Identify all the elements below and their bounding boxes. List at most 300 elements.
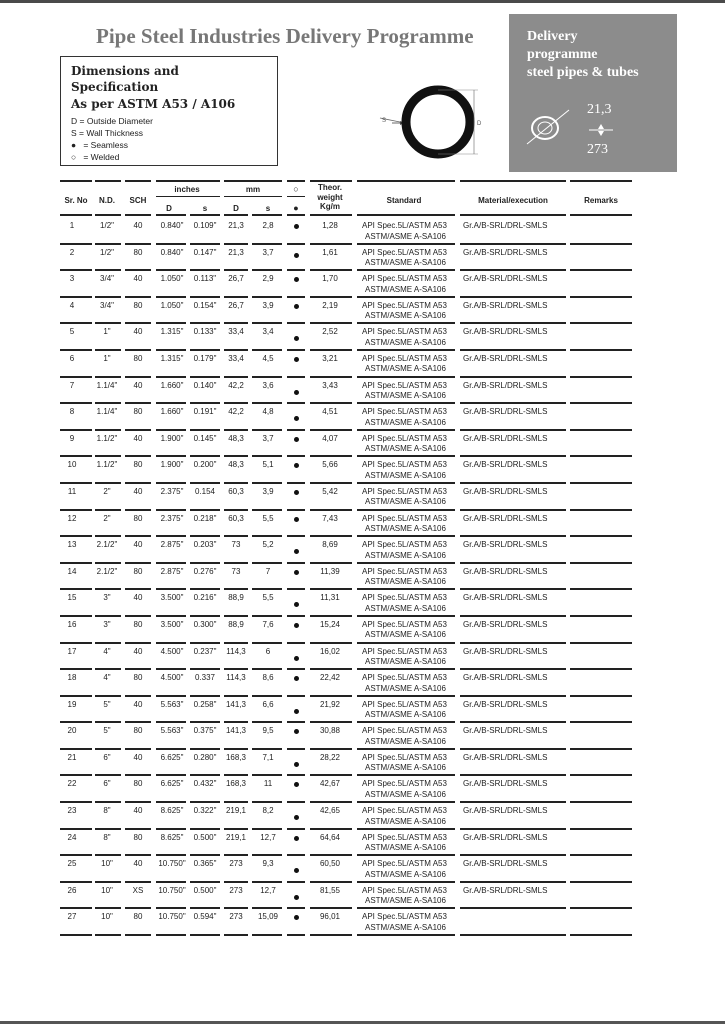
cell-mm-s: 5,1: [262, 460, 274, 470]
table-row: [0, 378, 725, 405]
cell-standard: API Spec.5L/ASTM A53 ASTM/ASME A-SA106: [362, 832, 447, 853]
cell-mm-s: 5,2: [262, 540, 274, 550]
cell-mm-s: 5,5: [262, 593, 274, 603]
cell-sr-no: 10: [67, 460, 77, 470]
welded-circle-icon: ○: [71, 152, 77, 162]
pipe-table-body: [0, 218, 725, 936]
cell-weight: 2,52: [322, 327, 338, 337]
table-row: [0, 644, 725, 671]
cell-sr-no: 13: [67, 540, 77, 550]
seamless-dot-icon: [294, 224, 299, 229]
seamless-dot-icon: [294, 915, 299, 920]
seamless-dot-icon: [294, 463, 299, 468]
cell-sr-no: 8: [69, 407, 75, 417]
cell-standard: API Spec.5L/ASTM A53 ASTM/ASME A-SA106: [362, 673, 447, 693]
cell-weight: 21,92: [319, 699, 341, 709]
row-divider: [190, 934, 220, 936]
cell-weight: 81,55: [319, 885, 341, 895]
cell-inches-d: 5.563": [160, 699, 184, 709]
cell-mm-s: 7: [265, 566, 271, 576]
cell-mm-d: 141,3: [225, 699, 247, 709]
cell-mm-d: 60,3: [228, 486, 244, 496]
cell-inches-s: 0.191": [193, 407, 217, 417]
seamless-dot-icon: [294, 517, 299, 522]
cell-mm-d: 48,3: [228, 460, 244, 470]
cell-material: Gr.A/B-SRL/DRL-SMLS: [463, 699, 548, 709]
cell-nominal-diameter: 5": [103, 699, 111, 709]
cell-schedule: 40: [133, 646, 143, 656]
cell-material: Gr.A/B-SRL/DRL-SMLS: [463, 779, 548, 789]
cell-mm-d: 33,4: [228, 327, 244, 337]
cell-inches-d: 1.315": [160, 327, 184, 337]
cell-mm-d: 114,3: [226, 646, 246, 656]
cell-mm-s: 3,9: [262, 300, 274, 310]
table-row: [0, 457, 725, 484]
table-row: [0, 298, 725, 325]
cell-weight: 2,19: [322, 300, 338, 310]
header-weight: Theor. weight Kg/m: [317, 183, 343, 211]
cell-schedule: 80: [133, 300, 143, 310]
cell-weight: 3,43: [322, 380, 338, 390]
cell-inches-d: 2.875": [160, 566, 184, 576]
cell-standard: API Spec.5L/ASTM A53 ASTM/ASME A-SA106: [362, 566, 447, 587]
cell-standard: API Spec.5L/ASTM A53 ASTM/ASME A-SA106: [362, 274, 447, 294]
cell-mm-d: 60,3: [228, 513, 244, 523]
cell-material: Gr.A/B-SRL/DRL-SMLS: [463, 300, 548, 310]
cell-weight: 7,43: [322, 513, 338, 523]
spec-standard-heading: As per ASTM A53 / A106: [71, 97, 236, 111]
table-row: [0, 271, 725, 298]
cell-mm-d: 73: [231, 540, 241, 550]
cell-mm-s: 7,6: [262, 619, 274, 629]
cell-mm-d: 219,1: [225, 806, 247, 816]
cell-mm-s: 3,7: [262, 247, 274, 257]
pipe-cross-section-diagram: [370, 80, 500, 162]
cell-weight: 96,01: [319, 912, 341, 922]
table-header: [0, 180, 725, 216]
cell-nominal-diameter: 1.1/2": [96, 433, 118, 443]
cell-inches-s: 0.145": [193, 433, 217, 443]
row-divider: [460, 934, 566, 936]
cell-inches-d: 5.563": [160, 726, 184, 736]
cell-sr-no: 6: [69, 353, 75, 363]
cell-mm-s: 5,5: [262, 513, 274, 523]
seamless-dot-icon: [294, 782, 299, 787]
row-divider: [95, 934, 121, 936]
table-row: [0, 723, 725, 750]
cell-inches-d: 10.750": [158, 859, 186, 869]
cell-inches-d: 4.500": [160, 673, 184, 683]
header-sch: SCH: [129, 196, 147, 205]
cell-material: Gr.A/B-SRL/DRL-SMLS: [463, 407, 548, 417]
cell-material: Gr.A/B-SRL/DRL-SMLS: [463, 274, 548, 284]
cell-mm-s: 7,1: [262, 752, 274, 762]
seamless-dot-icon: [294, 570, 299, 575]
header-welded-icon: ○: [293, 184, 299, 194]
seamless-dot-icon: [294, 895, 299, 900]
cell-inches-d: 3.500": [160, 619, 184, 629]
cell-mm-s: 6,6: [262, 699, 274, 709]
table-row: [0, 537, 725, 564]
seamless-dot-icon: [294, 357, 299, 362]
cell-inches-d: 2.375": [160, 513, 184, 523]
cell-standard: API Spec.5L/ASTM A53 ASTM/ASME A-SA106: [362, 221, 447, 241]
cell-sr-no: 9: [69, 433, 75, 443]
table-row: [0, 750, 725, 777]
table-row: [0, 856, 725, 883]
cell-inches-s: 0.365": [193, 859, 217, 869]
cell-inches-s: 0.200": [193, 460, 217, 470]
cell-mm-s: 12,7: [260, 885, 276, 895]
table-row: [0, 404, 725, 431]
cell-nominal-diameter: 10": [101, 912, 113, 922]
cell-weight: 5,42: [322, 486, 338, 496]
cell-inches-s: 0.375": [193, 726, 217, 736]
row-divider: [224, 934, 248, 936]
cell-material: Gr.A/B-SRL/DRL-SMLS: [463, 832, 548, 842]
cell-sr-no: 27: [67, 912, 77, 922]
row-divider: [310, 934, 352, 936]
cell-material: Gr.A/B-SRL/DRL-SMLS: [463, 221, 548, 230]
cell-inches-s: 0.258": [193, 699, 217, 709]
cell-schedule: 40: [133, 380, 143, 390]
cell-standard: API Spec.5L/ASTM A53 ASTM/ASME A-SA106: [362, 912, 447, 932]
cell-schedule: 40: [133, 221, 143, 230]
table-row: [0, 245, 725, 272]
cell-nominal-diameter: 4": [103, 673, 111, 683]
cell-sr-no: 12: [67, 513, 77, 523]
cell-sr-no: 18: [67, 673, 77, 683]
cell-mm-d: 21,3: [228, 221, 244, 230]
cell-mm-d: 168,3: [225, 779, 247, 789]
cell-nominal-diameter: 3": [103, 619, 111, 629]
cell-mm-s: 4,8: [262, 407, 274, 417]
cell-inches-s: 0.154": [193, 300, 217, 310]
cell-schedule: 40: [133, 859, 143, 869]
cell-schedule: 80: [133, 566, 143, 576]
page-title: Pipe Steel Industries Delivery Programme: [96, 24, 474, 48]
cell-mm-d: 48,3: [228, 433, 244, 443]
cell-schedule: 40: [133, 593, 143, 603]
seamless-dot-icon: [294, 416, 299, 421]
cell-nominal-diameter: 1/2": [100, 247, 114, 257]
cell-inches-d: 1.900": [160, 460, 184, 470]
cell-material: Gr.A/B-SRL/DRL-SMLS: [463, 486, 548, 496]
cell-weight: 42,65: [319, 806, 341, 816]
cell-standard: API Spec.5L/ASTM A53 ASTM/ASME A-SA106: [362, 859, 447, 879]
cell-sr-no: 2: [69, 247, 75, 257]
cell-material: Gr.A/B-SRL/DRL-SMLS: [463, 673, 548, 683]
table-row: [0, 351, 725, 378]
cell-nominal-diameter: 1.1/2": [96, 460, 118, 470]
cell-mm-d: 73: [231, 566, 241, 576]
row-divider: [60, 934, 92, 936]
table-row: [0, 803, 725, 830]
cell-schedule: 80: [133, 407, 143, 417]
diagram-s-label: S: [382, 118, 387, 124]
table-row: [0, 484, 725, 511]
cell-mm-s: 8,2: [262, 806, 274, 816]
cell-inches-d: 2.875": [160, 540, 184, 550]
cell-weight: 1,61: [322, 247, 338, 257]
cell-inches-s: 0.276": [193, 566, 217, 576]
cell-sr-no: 25: [67, 859, 77, 869]
cell-weight: 1,70: [322, 274, 338, 284]
table-row: [0, 564, 725, 591]
cell-mm-d: 21,3: [228, 247, 244, 257]
cell-nominal-diameter: 1/2": [100, 221, 114, 230]
cell-standard: API Spec.5L/ASTM A53 ASTM/ASME A-SA106: [362, 806, 447, 826]
cell-nominal-diameter: 2.1/2": [96, 540, 118, 550]
cell-schedule: 80: [133, 832, 143, 842]
row-divider: [570, 934, 632, 936]
cell-schedule: 80: [133, 726, 143, 736]
row-divider: [357, 934, 455, 936]
cell-nominal-diameter: 6": [103, 779, 111, 789]
legend-welded: ○ = Welded: [71, 152, 120, 162]
cell-weight: 4,51: [322, 407, 338, 417]
cell-schedule: 40: [133, 486, 143, 496]
cell-nominal-diameter: 5": [103, 726, 111, 736]
seamless-dot-icon: [294, 304, 299, 309]
seamless-dot-icon: [294, 656, 299, 661]
cell-mm-s: 3,6: [262, 380, 274, 390]
delivery-box-title: Delivery programme steel pipes & tubes: [527, 29, 639, 80]
cell-standard: API Spec.5L/ASTM A53 ASTM/ASME A-SA106: [362, 433, 447, 454]
cell-inches-s: 0.147": [193, 247, 217, 257]
cell-weight: 28,22: [319, 752, 341, 762]
cell-sr-no: 11: [67, 486, 77, 496]
header-mm-s: s: [265, 204, 271, 213]
cell-schedule: 80: [133, 513, 143, 523]
table-row: [0, 670, 725, 697]
cell-mm-s: 6: [265, 646, 271, 656]
cell-inches-d: 4.500": [160, 646, 184, 656]
header-remarks: Remarks: [584, 196, 618, 205]
cell-schedule: 40: [133, 540, 143, 550]
cell-material: Gr.A/B-SRL/DRL-SMLS: [463, 566, 548, 576]
cell-material: Gr.A/B-SRL/DRL-SMLS: [463, 885, 548, 895]
cell-schedule: 80: [133, 619, 143, 629]
cell-mm-d: 273: [229, 885, 243, 895]
cell-inches-d: 6.625": [160, 752, 184, 762]
cell-inches-d: 1.315": [160, 353, 184, 363]
cell-nominal-diameter: 10": [101, 859, 113, 869]
row-divider: [252, 934, 282, 936]
header-sr-no: Sr. No: [64, 196, 88, 205]
cell-inches-d: 10.750": [158, 912, 186, 922]
cell-sr-no: 26: [67, 885, 77, 895]
cell-inches-s: 0.337: [194, 673, 216, 683]
header-standard: Standard: [386, 196, 422, 205]
cell-weight: 5,66: [322, 460, 338, 470]
table-row: [0, 590, 725, 617]
cell-sr-no: 23: [67, 806, 77, 816]
cell-sr-no: 22: [67, 779, 77, 789]
legend-outside-diameter: D = Outside Diameter: [71, 116, 153, 126]
cell-mm-d: 273: [229, 912, 243, 922]
cell-schedule: 40: [133, 274, 143, 284]
table-row: [0, 218, 725, 245]
cell-sr-no: 21: [67, 752, 77, 762]
cell-material: Gr.A/B-SRL/DRL-SMLS: [463, 353, 548, 363]
cell-nominal-diameter: 3/4": [100, 300, 114, 310]
cell-standard: API Spec.5L/ASTM A53 ASTM/ASME A-SA106: [362, 885, 447, 906]
cell-mm-s: 3,7: [262, 433, 274, 443]
spec-heading: Dimensions and Specification: [71, 64, 179, 94]
cell-inches-d: 8.625": [160, 832, 184, 842]
cell-inches-s: 0.216": [193, 593, 217, 603]
seamless-dot-icon: [294, 390, 299, 395]
delivery-programme-box: [509, 14, 677, 172]
cell-schedule: 40: [133, 433, 143, 443]
cell-sr-no: 20: [67, 726, 77, 736]
cell-nominal-diameter: 2.1/2": [96, 566, 118, 576]
header-mm: mm: [245, 185, 261, 194]
cell-schedule: 40: [133, 752, 143, 762]
seamless-dot-icon: [294, 836, 299, 841]
legend-wall-thickness: S = Wall Thickness: [71, 128, 144, 138]
cell-standard: API Spec.5L/ASTM A53 ASTM/ASME A-SA106: [362, 779, 447, 799]
cell-mm-d: 88,9: [228, 593, 244, 603]
cell-inches-d: 1.050": [160, 274, 184, 284]
range-arrow-icon: [587, 122, 615, 138]
cell-schedule: 40: [133, 806, 143, 816]
cell-inches-s: 0.322": [193, 806, 217, 816]
cell-inches-s: 0.500": [193, 832, 217, 842]
cell-weight: 30,88: [319, 726, 341, 736]
cell-mm-s: 12,7: [260, 832, 276, 842]
cell-mm-s: 11: [263, 779, 273, 789]
cell-material: Gr.A/B-SRL/DRL-SMLS: [463, 433, 548, 443]
table-row: [0, 324, 725, 351]
cell-inches-d: 3.500": [160, 593, 184, 603]
cell-mm-s: 9,5: [262, 726, 274, 736]
seamless-dot-icon: [294, 336, 299, 341]
table-row: [0, 431, 725, 458]
cell-mm-d: 26,7: [228, 300, 244, 310]
cell-inches-s: 0.109": [193, 221, 217, 230]
seamless-dot-icon: [294, 253, 299, 258]
cell-standard: API Spec.5L/ASTM A53 ASTM/ASME A-SA106: [362, 353, 447, 374]
cell-weight: 11,31: [320, 593, 340, 603]
cell-nominal-diameter: 3": [103, 593, 111, 603]
cell-weight: 64,64: [319, 832, 341, 842]
cell-standard: API Spec.5L/ASTM A53 ASTM/ASME A-SA106: [362, 380, 447, 401]
cell-sr-no: 5: [69, 327, 75, 337]
header-inches-s: s: [202, 204, 208, 213]
cell-standard: API Spec.5L/ASTM A53 ASTM/ASME A-SA106: [362, 593, 447, 613]
pipe-range-icon: [525, 106, 571, 146]
table-row: [0, 617, 725, 644]
cell-nominal-diameter: 2": [103, 513, 111, 523]
cell-inches-d: 2.375": [160, 486, 184, 496]
cell-mm-s: 9,3: [262, 859, 274, 869]
cell-weight: 15,24: [319, 619, 341, 629]
cell-material: Gr.A/B-SRL/DRL-SMLS: [463, 540, 548, 550]
cell-weight: 1,28: [322, 221, 338, 230]
table-row: [0, 511, 725, 538]
cell-nominal-diameter: 1": [103, 327, 111, 337]
seamless-dot-icon: [294, 729, 299, 734]
cell-nominal-diameter: 1.1/4": [96, 407, 118, 417]
cell-material: Gr.A/B-SRL/DRL-SMLS: [463, 619, 548, 629]
seamless-dot-icon: [294, 277, 299, 282]
cell-material: Gr.A/B-SRL/DRL-SMLS: [463, 726, 548, 736]
cell-mm-d: 26,7: [228, 274, 244, 284]
cell-schedule: XS: [132, 885, 144, 895]
cell-inches-s: 0.237": [193, 646, 217, 656]
cell-inches-d: 10.750": [158, 885, 186, 895]
cell-weight: 60,50: [319, 859, 341, 869]
cell-nominal-diameter: 6": [103, 752, 111, 762]
cell-material: Gr.A/B-SRL/DRL-SMLS: [463, 513, 548, 523]
header-inches: inches: [174, 185, 200, 194]
cell-mm-s: 3,9: [262, 486, 274, 496]
table-row: [0, 883, 725, 910]
cell-standard: API Spec.5L/ASTM A53 ASTM/ASME A-SA106: [362, 513, 447, 534]
cell-nominal-diameter: 4": [103, 646, 111, 656]
cell-inches-s: 0.113": [193, 274, 217, 284]
cell-mm-s: 2,9: [262, 274, 274, 284]
cell-inches-d: 6.625": [160, 779, 184, 789]
cell-nominal-diameter: 8": [103, 832, 111, 842]
cell-inches-s: 0.432": [193, 779, 217, 789]
cell-inches-s: 0.154: [194, 486, 216, 496]
cell-mm-s: 3,4: [262, 327, 274, 337]
cell-sr-no: 16: [67, 619, 77, 629]
cell-weight: 42,67: [319, 779, 341, 789]
cell-standard: API Spec.5L/ASTM A53 ASTM/ASME A-SA106: [362, 646, 447, 666]
cell-weight: 8,69: [322, 540, 338, 550]
seamless-dot-icon: [294, 676, 299, 681]
seamless-dot-icon: [294, 490, 299, 495]
table-row: [0, 776, 725, 803]
cell-standard: API Spec.5L/ASTM A53 ASTM/ASME A-SA106: [362, 407, 447, 427]
cell-weight: 4,07: [322, 433, 338, 443]
cell-material: Gr.A/B-SRL/DRL-SMLS: [463, 859, 548, 869]
row-divider: [156, 934, 186, 936]
seamless-dot-icon: [294, 623, 299, 628]
cell-inches-d: 0.840": [160, 221, 184, 230]
cell-inches-d: 0.840": [160, 247, 184, 257]
cell-standard: API Spec.5L/ASTM A53 ASTM/ASME A-SA106: [362, 486, 447, 507]
cell-weight: 11,39: [320, 566, 340, 576]
seamless-dot-icon: [294, 762, 299, 767]
cell-nominal-diameter: 1.1/4": [96, 380, 118, 390]
cell-material: Gr.A/B-SRL/DRL-SMLS: [463, 806, 548, 816]
cell-mm-d: 33,4: [228, 353, 244, 363]
header-inches-d: D: [166, 204, 172, 213]
cell-inches-d: 8.625": [160, 806, 184, 816]
cell-standard: API Spec.5L/ASTM A53 ASTM/ASME A-SA106: [362, 619, 447, 640]
cell-nominal-diameter: 2": [103, 486, 111, 496]
cell-material: Gr.A/B-SRL/DRL-SMLS: [463, 752, 548, 762]
range-min-value: 21,3: [587, 102, 612, 117]
cell-sr-no: 4: [69, 300, 75, 310]
cell-schedule: 80: [133, 779, 143, 789]
cell-schedule: 40: [133, 327, 143, 337]
cell-inches-s: 0.280": [193, 752, 217, 762]
table-row: [0, 697, 725, 724]
cell-inches-d: 1.050": [160, 300, 184, 310]
cell-mm-d: 168,3: [225, 752, 247, 762]
cell-nominal-diameter: 3/4": [100, 274, 114, 284]
seamless-dot-icon: [294, 815, 299, 820]
cell-mm-s: 2,8: [262, 221, 274, 230]
cell-sr-no: 24: [67, 832, 77, 842]
cell-standard: API Spec.5L/ASTM A53 ASTM/ASME A-SA106: [362, 699, 447, 720]
